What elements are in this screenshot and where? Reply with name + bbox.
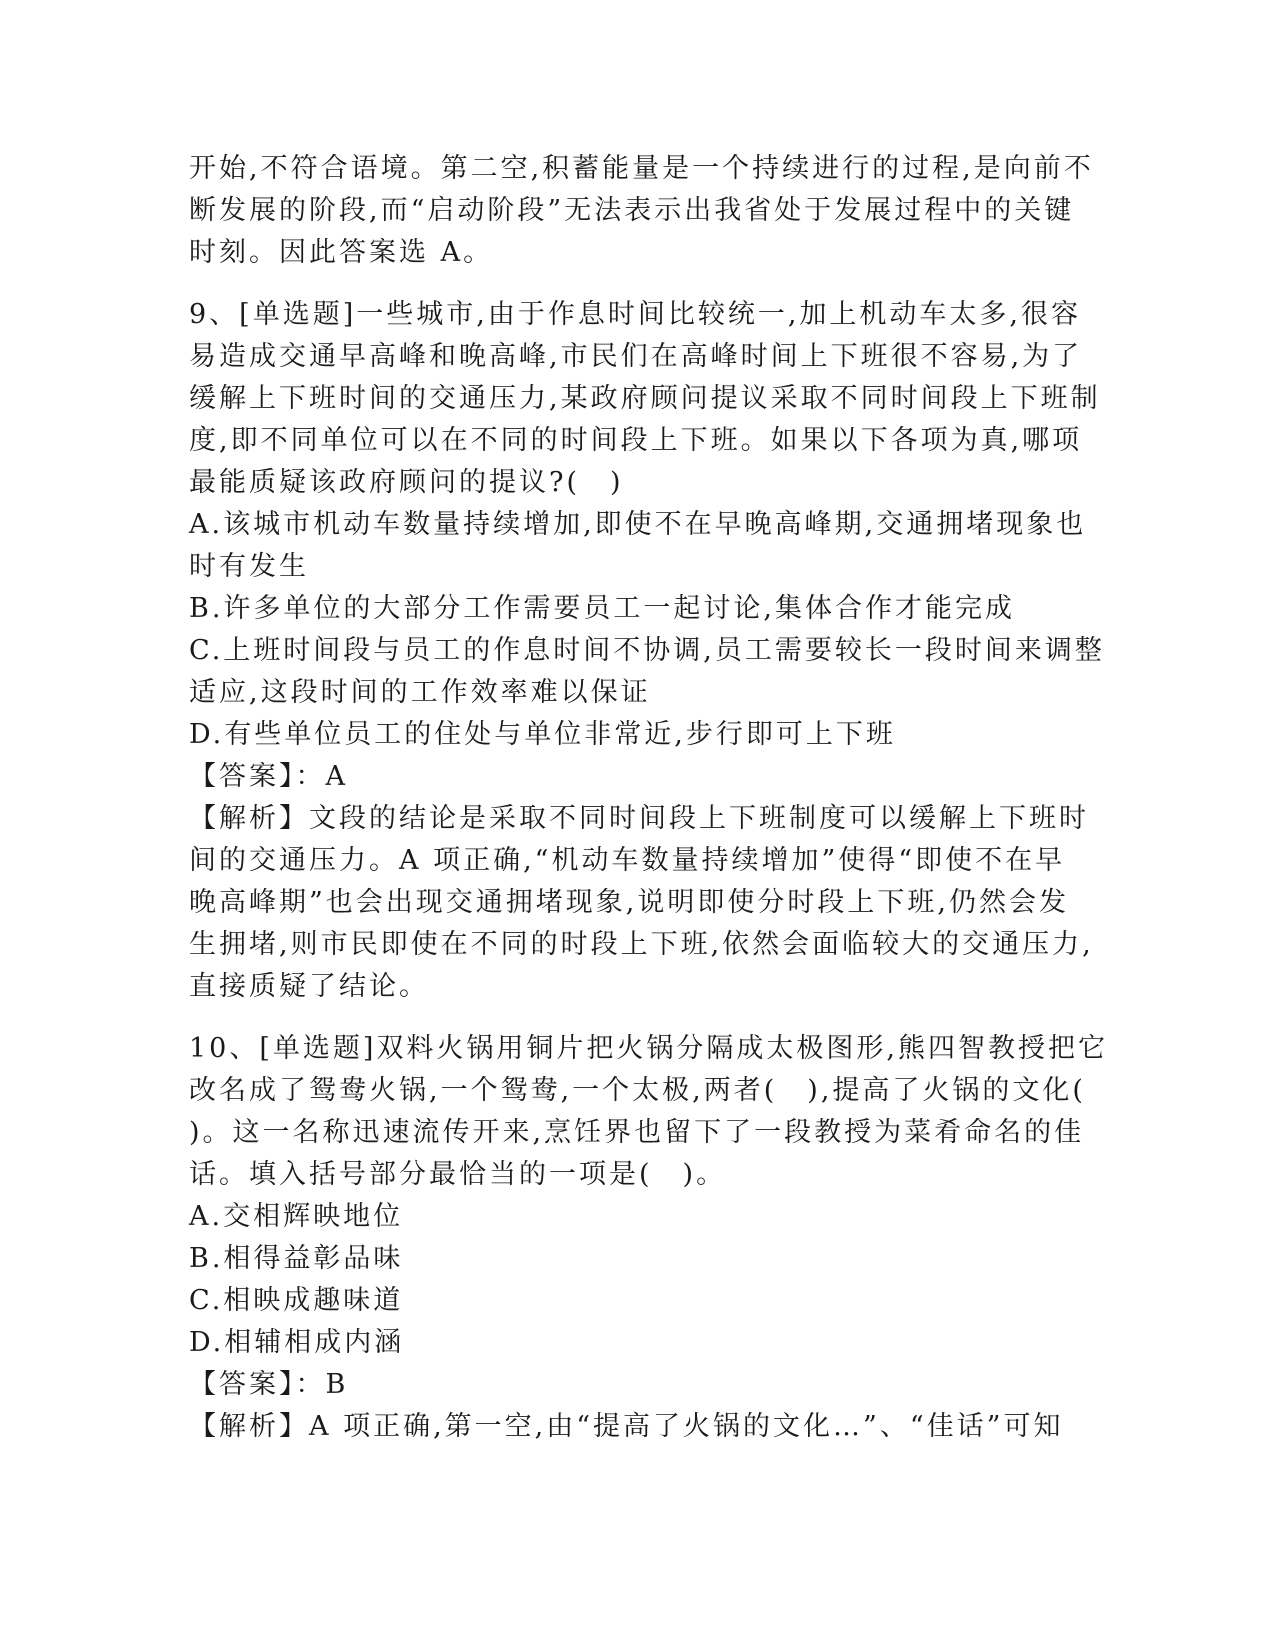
text-line: 适应,这段时间的工作效率难以保证 — [189, 677, 651, 708]
question-9-answer: 【答案】：A — [189, 761, 348, 792]
text-line: 易造成交通早高峰和晚高峰,市民们在高峰时间上下班很不容易,为了 — [189, 341, 1083, 372]
text-line: 生拥堵,则市民即使在不同的时段上下班,依然会面临较大的交通压力, — [189, 929, 1094, 960]
question-10-answer: 【答案】：B — [189, 1369, 349, 1400]
text-line: 时有发生 — [189, 551, 309, 582]
question-9-stem — [189, 294, 1101, 504]
question-10-option-b: B.相得益彰品味 — [189, 1243, 404, 1274]
question-9-option-d: D.有些单位员工的住处与单位非常近,步行即可上下班 — [189, 719, 896, 750]
text-line: 改名成了鸳鸯火锅,一个鸳鸯,一个太极,两者( ),提高了火锅的文化( — [189, 1075, 1086, 1106]
text-line: 【解析】文段的结论是采取不同时间段上下班制度可以缓解上下班时 — [189, 803, 1089, 834]
text-line: 话。填入括号部分最恰当的一项是( )。 — [189, 1159, 727, 1190]
question-10-option-a: A.交相辉映地位 — [189, 1201, 404, 1232]
text-line: 缓解上下班时间的交通压力,某政府顾问提议采取不同时间段上下班制 — [189, 383, 1101, 414]
text-line: 10、[单选题]双料火锅用铜片把火锅分隔成太极图形,熊四智教授把它 — [189, 1033, 1109, 1064]
text-line: 度,即不同单位可以在不同的时间段上下班。如果以下各项为真,哪项 — [189, 425, 1083, 456]
text-line: 开始,不符合语境。第二空,积蓄能量是一个持续进行的过程,是向前不 — [189, 153, 1094, 184]
paragraph-gap — [189, 274, 1079, 294]
text-line: 晚高峰期”也会出现交通拥堵现象,说明即使分时段上下班,仍然会发 — [189, 887, 1069, 918]
text-line: A.该城市机动车数量持续增加,即使不在早晚高峰期,交通拥堵现象也 — [189, 509, 1087, 540]
text-line: 时刻。因此答案选 A。 — [189, 237, 494, 268]
text-line: 直接质疑了结论。 — [189, 971, 429, 1002]
question-9-analysis — [189, 798, 1094, 1008]
question-9-option-c — [189, 630, 1105, 714]
text-line: 断发展的阶段,而“启动阶段”无法表示出我省处于发展过程中的关键 — [189, 195, 1075, 226]
question-10-stem — [189, 1028, 1109, 1196]
question-10-option-d: D.相辅相成内涵 — [189, 1327, 405, 1358]
text-line: 最能质疑该政府顾问的提议?( ) — [189, 467, 624, 498]
text-line: 9、[单选题]一些城市,由于作息时间比较统一,加上机动车太多,很容 — [189, 299, 1081, 330]
question-9 — [189, 294, 1105, 1008]
text-line: 【解析】A 项正确,第一空,由“提高了火锅的文化…”、“佳话”可知 — [189, 1411, 1064, 1442]
question-10 — [189, 1028, 1109, 1448]
question-9-option-a — [189, 504, 1087, 588]
question-10-analysis — [189, 1406, 1079, 1448]
text-line: 间的交通压力。A 项正确,“机动车数量持续增加”使得“即使不在早 — [189, 845, 1066, 876]
document-page — [189, 148, 1109, 1448]
text-line: )。这一名称迅速流传开来,烹饪界也留下了一段教授为菜肴命名的佳 — [189, 1117, 1085, 1148]
question-9-option-b: B.许多单位的大部分工作需要员工一起讨论,集体合作才能完成 — [189, 593, 1016, 624]
question-10-option-c: C.相映成趣味道 — [189, 1285, 404, 1316]
paragraph-gap — [189, 1008, 1079, 1028]
intro-paragraph — [189, 148, 1094, 274]
text-line: C.上班时间段与员工的作息时间不协调,员工需要较长一段时间来调整 — [189, 635, 1105, 666]
